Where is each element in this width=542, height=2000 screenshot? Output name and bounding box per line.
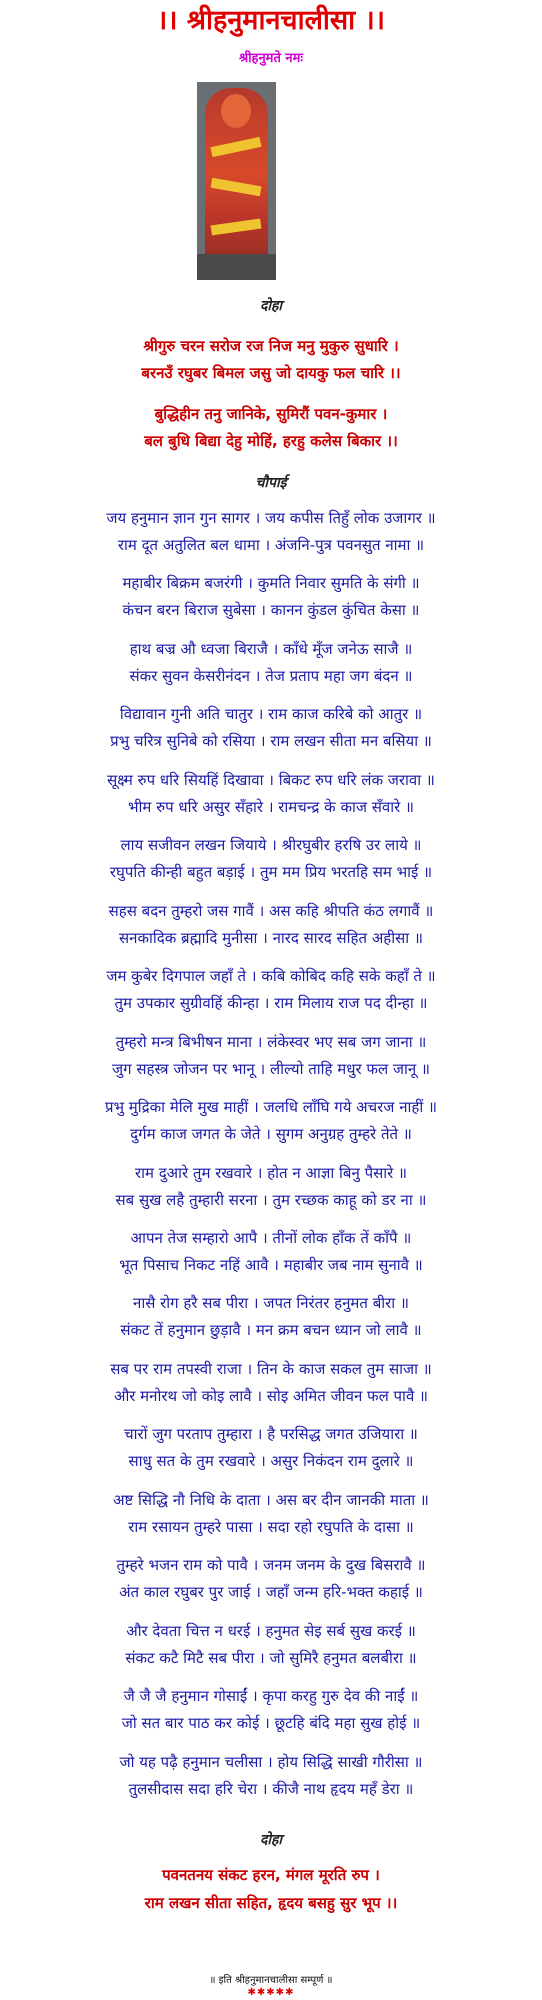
chaupai-line: विद्यावान गुनी अति चातुर । राम काज करिबे को आतुर ॥ — [119, 705, 423, 723]
chaupai-line: जुग सहस्त्र जोजन पर भानू । लील्यो ताहि मधुर फल जानू ॥ — [112, 1060, 430, 1078]
chaupai-line: और देवता चित्त न धरई । हनुमत सेइ सर्ब सुख करई ॥ — [126, 1622, 416, 1640]
chaupai-line: संकट तें हनुमान छुड़ावै । मन क्रम बचन ध्यान जो लावै ॥ — [120, 1321, 422, 1339]
chaupai-line: जो सत बार पाठ कर कोई । छूटहि बंदि महा सुख होई ॥ — [121, 1714, 421, 1732]
chaupai-line: दुर्गम काज जगत के जेते । सुगम अनुग्रह तुम्हरे तेते ॥ — [130, 1125, 412, 1143]
doha-line: बरनउँ रघुबर बिमल जसु जो दायकु फल चारि ।। — [141, 364, 401, 382]
chaupai-line: हाथ बज्र औ ध्वजा बिराजै । काँधे मूँज जनेऊ साजै ॥ — [129, 640, 413, 658]
chaupai-line: राम रसायन तुम्हरे पासा । सदा रहो रघुपति के दासा ॥ — [128, 1518, 414, 1536]
chaupai-line: राम दुआरे तुम रखवारे । होत न आज्ञा बिनु पैसारे ॥ — [134, 1164, 408, 1182]
invocation-text: श्रीहनुमते नमः — [238, 51, 303, 66]
chaupai-line: रघुपति कीन्ही बहुत बड़ाई । तुम मम प्रिय भरतहि सम भाई ॥ — [109, 863, 433, 881]
doha-line: बुद्धिहीन तनु जानिके, सुमिरौं पवन-कुमार । — [154, 405, 388, 423]
hanuman-idol-image — [197, 82, 276, 280]
chaupai-line: अंत काल रघुबर पुर जाई । जहाँ जन्म हरि-भक्त कहाई ॥ — [119, 1583, 423, 1601]
ornament-stars: ✱✱✱✱✱ — [247, 1987, 295, 1998]
chaupai-line: आपन तेज सम्हारो आपै । तीनों लोक हाँक तें काँपै ॥ — [130, 1229, 412, 1247]
page-title: ।। श्रीहनुमानचालीसा ।। — [157, 5, 385, 36]
colophon: ॥ इति श्रीहनुमानचालीसा सम्पूर्ण ॥ — [209, 1975, 333, 1986]
chaupai-line: प्रभु मुद्रिका मेलि मुख माहीं । जलधि लाँघि गये अचरज नाहीं ॥ — [104, 1098, 438, 1116]
chaupai-line: जो यह पढ़ै हनुमान चलीसा । होय सिद्धि साखी गौरीसा ॥ — [119, 1753, 423, 1771]
chaupai-line: सनकादिक ब्रह्मादि मुनीसा । नारद सारद सहित अहीसा ॥ — [119, 929, 423, 947]
chaupai-line: और मनोरथ जो कोइ लावै । सोइ अमित जीवन फल पावै ॥ — [113, 1387, 429, 1405]
chaupai-line: संकर सुवन केसरीनंदन । तेज प्रताप महा जग बंदन ॥ — [129, 667, 413, 685]
chaupai-line: अष्ट सिद्धि नौ निधि के दाता । अस बर दीन जानकी माता ॥ — [113, 1491, 429, 1509]
chaupai-line: जै जै जै हनुमान गोसाईं । कृपा करहु गुरु देव की नाईं ॥ — [123, 1687, 419, 1705]
chaupai-line: प्रभु चरित्र सुनिबे को रसिया । राम लखन सीता मन बसिया ॥ — [110, 732, 432, 750]
chaupai-line: साधु सत के तुम रखवारे । असुर निकंदन राम दुलारे ॥ — [128, 1452, 414, 1470]
chaupai-line: जय हनुमान ज्ञान गुन सागर । जय कपीस तिहुँ लोक उजागर ॥ — [106, 509, 436, 527]
chaupai-line: सब सुख लहै तुम्हारी सरना । तुम रच्छक काहू को डर ना ॥ — [115, 1191, 427, 1209]
chaupai-line: कंचन बरन बिराज सुबेसा । कानन कुंडल कुंचित केसा ॥ — [122, 601, 420, 619]
chaupai-line: संकट कटै मिटै सब पीरा । जो सुमिरै हनुमत बलबीरा ॥ — [125, 1649, 417, 1667]
chaupai-line: तुम्हरो मन्त्र बिभीषन माना । लंकेस्वर भए सब जग जाना ॥ — [115, 1033, 427, 1051]
chaupai-line: सब पर राम तपस्वी राजा । तिन के काज सकल तुम साजा ॥ — [110, 1360, 432, 1378]
chaupai-heading: चौपाई — [255, 475, 287, 491]
chaupai-line: नासै रोग हरै सब पीरा । जपत निरंतर हनुमत बीरा ॥ — [133, 1294, 409, 1312]
chaupai-line: सहस बदन तुम्हरो जस गावैं । अस कहि श्रीपति कंठ लगावैं ॥ — [108, 902, 434, 920]
doha-line: बल बुधि बिद्या देहु मोहिं, हरहु कलेस बिकार ।। — [144, 432, 398, 450]
chaupai-line: तुलसीदास सदा हरि चेरा । कीजै नाथ हृदय महँ डेरा ॥ — [128, 1780, 414, 1798]
chaupai-line: राम दूत अतुलित बल धामा । अंजनि-पुत्र पवनसुत नामा ॥ — [117, 536, 425, 554]
doha-line: पवनतनय संकट हरन, मंगल मूरति रुप । — [162, 1866, 380, 1884]
chaupai-line: तुम उपकार सुग्रीवहिं कीन्हा । राम मिलाय राज पद दीन्हा ॥ — [114, 994, 428, 1012]
idol-face — [221, 94, 251, 128]
idol-base — [197, 254, 276, 280]
chaupai-line: तुम्हरे भजन राम को पावै । जनम जनम के दुख बिसरावै ॥ — [116, 1556, 426, 1574]
chaupai-line: महाबीर बिक्रम बजरंगी । कुमति निवार सुमति के संगी ॥ — [122, 574, 420, 592]
chaupai-line: भूत पिसाच निकट नहिं आवै । महाबीर जब नाम सुनावै ॥ — [119, 1256, 423, 1274]
doha-heading-1: दोहा — [259, 298, 283, 314]
doha-line: राम लखन सीता सहित, हृदय बसहु सुर भूप ।। — [144, 1894, 398, 1912]
chaupai-line: चारों जुग परताप तुम्हारा । है परसिद्ध जगत उजियारा ॥ — [124, 1425, 418, 1443]
doha-line: श्रीगुरु चरन सरोज रज निज मनु मुकुरु सुधारि । — [143, 337, 399, 355]
doha-heading-2: दोहा — [259, 1832, 283, 1848]
chaupai-line: लाय सजीवन लखन जियाये । श्रीरघुबीर हरषि उर लाये ॥ — [120, 836, 422, 854]
chaupai-line: सूक्ष्म रुप धरि सियहिं दिखावा । बिकट रुप धरि लंक जरावा ॥ — [107, 771, 435, 789]
chaupai-line: जम कुबेर दिगपाल जहाँ ते । कबि कोबिद कहि सके कहाँ ते ॥ — [106, 967, 436, 985]
chaupai-line: भीम रुप धरि असुर सँहारे । रामचन्द्र के काज सँवारे ॥ — [127, 798, 415, 816]
